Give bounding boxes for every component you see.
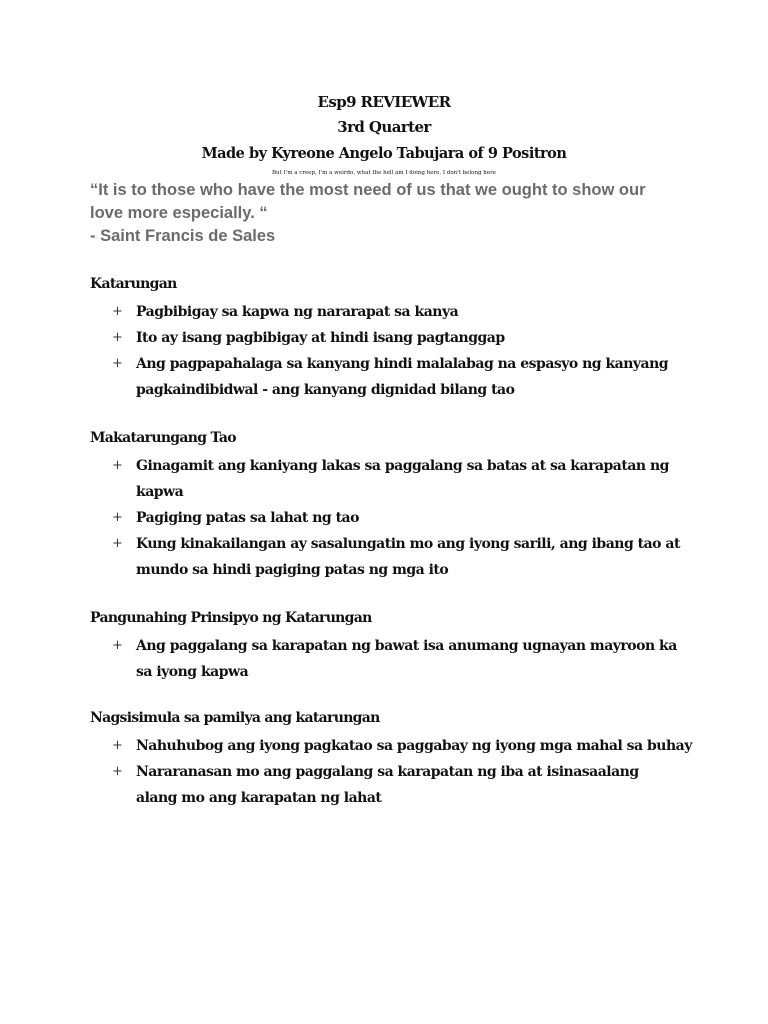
list-item-text: Pagbibigay sa kapwa ng nararapat sa kanya: [136, 304, 459, 320]
list-item-text: Ginagamit ang kaniyang lakas sa paggalang sa batas at sa karapatan ng: [136, 458, 669, 474]
plus-bullet-icon: +: [112, 510, 123, 525]
list-item-text: Ito ay isang pagbibigay at hindi isang pagtanggap: [136, 330, 505, 346]
bullet-list: [90, 633, 690, 685]
list-item: [90, 351, 690, 403]
list-item: [90, 299, 690, 325]
list-item-text: Ang paggalang sa karapatan ng bawat isa anumang ugnayan mayroon ka: [136, 638, 677, 654]
bullet-list: [90, 453, 690, 583]
quote-attribution: - Saint Francis de Sales: [90, 227, 276, 245]
bullet-list: [90, 299, 690, 403]
list-item: [90, 759, 690, 811]
quote-line: love more especially. “: [90, 204, 268, 222]
list-item: [90, 733, 690, 759]
plus-bullet-icon: +: [112, 330, 123, 345]
list-item: [90, 531, 690, 583]
list-item-text: kapwa: [136, 484, 184, 500]
quote-line: “It is to those who have the most need of us that we ought to show our: [90, 181, 646, 199]
plus-bullet-icon: +: [112, 304, 123, 319]
section: [90, 428, 690, 583]
tagline: But I'm a creep, I'm a weirdo, what the hell am I doing here, I don't belong here: [272, 170, 496, 176]
section-heading: Katarungan: [90, 276, 177, 292]
plus-bullet-icon: +: [112, 738, 123, 753]
list-item-text: mundo sa hindi pagiging patas ng mga ito: [136, 562, 449, 578]
document-title: Esp9 REVIEWER: [317, 93, 451, 111]
list-item-text: Kung kinakailangan ay sasalungatin mo ang iyong sarili, ang ibang tao at: [136, 536, 680, 552]
list-item-text: pagkaindibidwal - ang kanyang dignidad bilang tao: [136, 382, 515, 398]
section-heading: Makatarungang Tao: [90, 430, 236, 446]
plus-bullet-icon: +: [112, 356, 123, 371]
list-item: [90, 505, 690, 531]
list-item-text: Ang pagpapahalaga sa kanyang hindi malalabag na espasyo ng kanyang: [136, 356, 669, 372]
list-item-text: Pagiging patas sa lahat ng tao: [136, 510, 359, 526]
author-line: Made by Kyreone Angelo Tabujara of 9 Positron: [201, 145, 567, 162]
plus-bullet-icon: +: [112, 458, 123, 473]
section: [90, 608, 690, 685]
list-item: [90, 633, 690, 685]
list-item-text: sa iyong kapwa: [136, 664, 249, 680]
bullet-list: [90, 733, 690, 811]
list-item-text: alang mo ang karapatan ng lahat: [136, 790, 382, 806]
list-item: [90, 325, 690, 351]
plus-bullet-icon: +: [112, 536, 123, 551]
quote-block: [90, 179, 710, 248]
list-item-text: Nahuhubog ang iyong pagkatao sa paggabay ng iyong mga mahal sa buhay: [136, 738, 692, 754]
plus-bullet-icon: +: [112, 764, 123, 779]
plus-bullet-icon: +: [112, 638, 123, 653]
section-heading: Pangunahing Prinsipyo ng Katarungan: [90, 610, 372, 626]
section: [90, 708, 690, 811]
section-heading: Nagsisimula sa pamilya ang katarungan: [90, 710, 380, 726]
document-subtitle: 3rd Quarter: [337, 118, 431, 136]
list-item-text: Nararanasan mo ang paggalang sa karapatan ng iba at isinasaalang: [136, 764, 639, 780]
section: [90, 274, 690, 403]
list-item: [90, 453, 690, 505]
